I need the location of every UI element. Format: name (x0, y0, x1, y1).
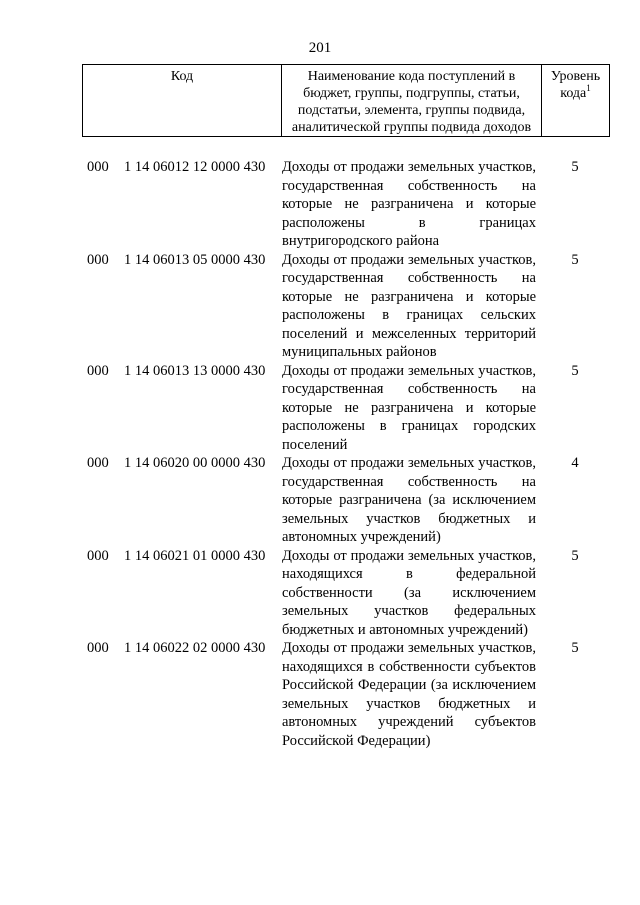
row-revenue-code: 1 14 06022 02 0000 430 (124, 640, 266, 656)
row-level: 4 (571, 455, 579, 471)
row-level: 5 (571, 159, 579, 175)
header-level-label: Уровень кода (550, 69, 601, 101)
table-row (0, 251, 640, 362)
row-name: Доходы от продажи земельных участков, государственная собственность на которые не разграничена и которые расположены в границах городских поселений (282, 362, 536, 453)
row-name: Доходы от продажи земельных участков, государственная собственность на которые не разграничена и которые расположены в границах сельских поселений и межселенных территорий муниципальных районов (282, 251, 536, 360)
row-name: Доходы от продажи земельных участков, государственная собственность на которые не разграничена и которые расположены в границах внутригородского района (282, 159, 536, 249)
header-name: Наименование кода поступлений в бюджет, группы, подгруппы, статьи, подстатьи, элемента, группы подвида, аналитической группы подвида доходов (282, 65, 542, 136)
table-row (0, 547, 640, 640)
row-revenue-code: 1 14 06021 01 0000 430 (124, 547, 266, 564)
row-name: Доходы от продажи земельных участков, государственная собственность на которые разграничена (за исключением земельных участков бюджетных и автономных учреждений) (282, 455, 536, 545)
row-admin-code: 000 (87, 251, 109, 268)
table-row (0, 639, 640, 750)
row-revenue-code: 1 14 06020 00 0000 430 (124, 455, 266, 471)
page-number: 201 (308, 40, 332, 56)
table-header (82, 64, 610, 137)
row-admin-code: 000 (87, 362, 109, 379)
row-revenue-code: 1 14 06012 12 0000 430 (124, 159, 266, 175)
table-body (0, 158, 640, 750)
row-name: Доходы от продажи земельных участков, находящихся в собственности субъектов Российской Федерации (за исключением земельных участков бюджетных и автономных учреждений субъектов Российской Федерации) (282, 640, 536, 749)
row-level: 5 (571, 251, 579, 268)
row-admin-code: 000 (87, 640, 109, 656)
row-level: 5 (571, 640, 579, 656)
table-row (0, 454, 640, 547)
row-revenue-code: 1 14 06013 13 0000 430 (124, 362, 266, 379)
header-level (542, 65, 609, 136)
row-admin-code: 000 (87, 455, 109, 471)
row-revenue-code: 1 14 06013 05 0000 430 (124, 251, 266, 268)
row-level: 5 (571, 362, 579, 379)
header-level-footnote: 1 (586, 83, 591, 93)
row-admin-code: 000 (87, 159, 109, 175)
row-name: Доходы от продажи земельных участков, находящихся в федеральной собственности (за исключением земельных участков федеральных бюджетных и автономных учреждений) (282, 547, 536, 638)
row-level: 5 (571, 547, 579, 564)
row-admin-code: 000 (87, 547, 109, 564)
table-row (0, 362, 640, 455)
header-code: Код (83, 65, 282, 136)
table-row (0, 158, 640, 251)
